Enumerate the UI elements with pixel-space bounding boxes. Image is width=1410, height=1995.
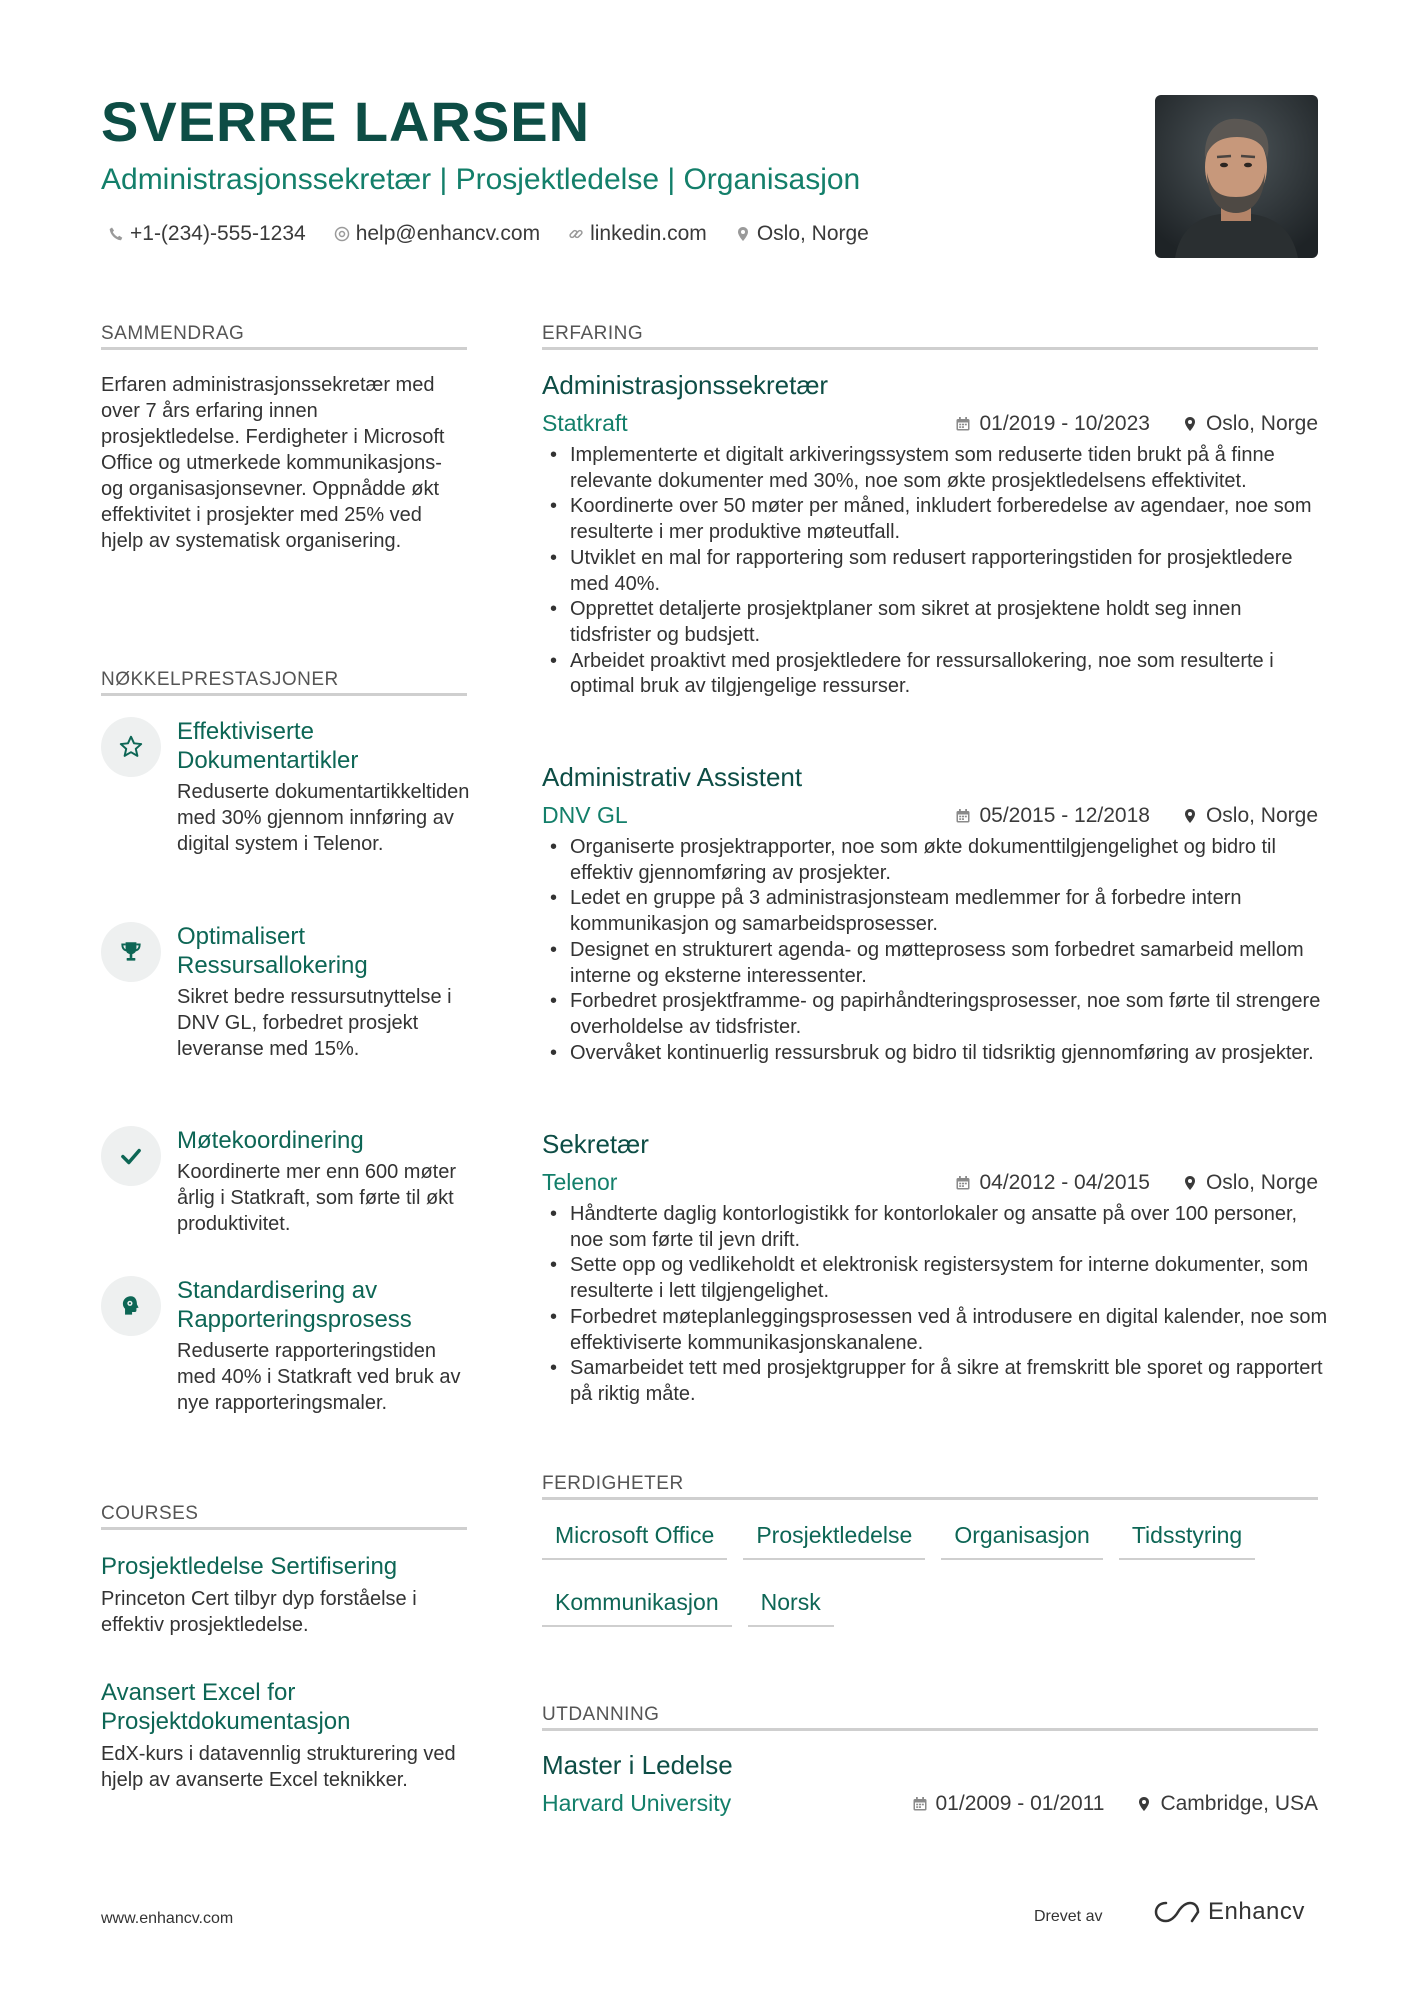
job-dates xyxy=(955,1169,1149,1197)
location-pin-icon xyxy=(1182,808,1198,824)
experience-divider xyxy=(542,347,1318,350)
experience-heading: ERFARING xyxy=(542,323,644,344)
enhancv-logo-text: Enhancv xyxy=(1208,1898,1305,1925)
job-company: DNV GL xyxy=(542,802,628,828)
job-meta xyxy=(955,410,1318,438)
summary-divider xyxy=(101,347,467,350)
course-description: EdX-kurs i datavennlig strukturering ved hjelp av avanserte Excel teknikker. xyxy=(101,1743,456,1791)
contact-linkedin[interactable] xyxy=(568,220,707,248)
contact-bar xyxy=(108,220,869,248)
education-divider xyxy=(542,1728,1318,1731)
calendar-icon xyxy=(955,808,971,824)
achievement-description: Reduserte dokumentartikkeltiden med 30% gjennom innføring av digital system i Telenor. xyxy=(177,781,470,855)
education-meta xyxy=(912,1790,1319,1818)
job-bullet: • Håndterte daglig kontorlogistikk for kontorlokaler og ansatte på over 100 personer, noe som førte til jevn drift. xyxy=(548,1202,1328,1253)
calendar-icon xyxy=(912,1796,928,1812)
job-bullet: • Koordinerte over 50 møter per måned, inkludert forberedelse av agendaer, noe som resulterte i mer produktive møteutfall. xyxy=(548,494,1328,545)
education-heading: UTDANNING xyxy=(542,1704,660,1725)
job-dates-text: 01/2019 - 10/2023 xyxy=(979,412,1150,435)
education-degree: Master i Ledelse xyxy=(542,1750,733,1780)
contact-phone[interactable] xyxy=(108,220,306,248)
check-icon xyxy=(118,1143,144,1169)
achievement-title: Optimalisert Ressursallokering xyxy=(177,923,368,979)
education-location xyxy=(1136,1790,1318,1818)
skill-tag: Norsk xyxy=(748,1582,834,1627)
job-bullet: • Designet en strukturert agenda- og møtteprosess som forbedret samarbeid mellom interne og eksterne interessenter. xyxy=(548,938,1328,989)
job-bullet: • Forbedret prosjektframme- og papirhåndteringsprosesser, noe som førte til strengere overholdelse av tidsfrister. xyxy=(548,989,1328,1040)
calendar-icon xyxy=(955,416,971,432)
courses-heading: COURSES xyxy=(101,1503,199,1524)
job-dates xyxy=(955,802,1149,830)
achievements-divider xyxy=(101,693,467,696)
job-location-text: Oslo, Norge xyxy=(1205,804,1318,827)
location-pin-icon xyxy=(1182,1175,1198,1191)
education-dates xyxy=(912,1790,1105,1818)
job-location xyxy=(1182,802,1318,830)
achievement-icon-badge xyxy=(101,1276,161,1336)
job-company: Statkraft xyxy=(542,410,628,436)
job-bullet-list xyxy=(548,1202,1328,1408)
education-school: Harvard University xyxy=(542,1790,732,1816)
job-bullet: • Overvåket kontinuerlig ressursbruk og bidro til tidsriktig gjennomføring av prosjekter. xyxy=(548,1041,1328,1067)
skill-tag: Organisasjon xyxy=(941,1515,1103,1560)
job-bullet: • Ledet en gruppe på 3 administrasjonsteam medlemmer for å forbedre intern kommunikasjon og samarbeidsprosesser. xyxy=(548,886,1328,937)
job-bullet: • Implementerte et digitalt arkiveringssystem som reduserte tiden brukt på å finne relevante dokumenter med 30%, noe som økte prosjektledelsens effektivitet. xyxy=(548,443,1328,494)
footer-powered-by: Drevet av xyxy=(1034,1908,1103,1925)
job-bullet-list xyxy=(548,835,1328,1066)
skills-divider xyxy=(542,1497,1318,1500)
candidate-headline: Administrasjonssekretær | Prosjektledelse | Organisasjon xyxy=(101,163,861,196)
job-bullet: • Utviklet en mal for rapportering som redusert rapporteringstiden for prosjektledere med 40%. xyxy=(548,546,1328,597)
candidate-name: SVERRE LARSEN xyxy=(101,90,591,153)
job-title: Administrasjonssekretær xyxy=(542,370,829,400)
skills-list xyxy=(542,1515,1332,1627)
job-dates-text: 05/2015 - 12/2018 xyxy=(979,804,1150,827)
achievement-description: Koordinerte mer enn 600 møter årlig i Statkraft, som førte til økt produktivitet. xyxy=(177,1161,457,1235)
achievement-item xyxy=(101,922,471,1092)
email-text: help@enhancv.com xyxy=(355,222,541,245)
job-title: Administrativ Assistent xyxy=(542,762,803,792)
at-icon xyxy=(334,226,350,242)
trophy-icon xyxy=(118,939,144,965)
job-location-text: Oslo, Norge xyxy=(1205,1171,1318,1194)
achievement-icon-badge xyxy=(101,922,161,982)
education-location-text: Cambridge, USA xyxy=(1160,1792,1318,1815)
job-bullet-list xyxy=(548,443,1328,700)
job-bullet: • Opprettet detaljerte prosjektplaner som sikret at prosjektene holdt seg innen tidsfrister og budsjett. xyxy=(548,597,1328,648)
star-icon xyxy=(118,734,144,760)
education-dates-text: 01/2009 - 01/2011 xyxy=(935,1792,1105,1815)
phone-text: +1-(234)-555-1234 xyxy=(130,222,306,245)
link-icon xyxy=(568,226,584,242)
contact-email[interactable] xyxy=(334,220,540,248)
calendar-icon xyxy=(955,1175,971,1191)
job-location-text: Oslo, Norge xyxy=(1205,412,1318,435)
achievement-title: Møtekoordinering xyxy=(177,1127,364,1154)
achievements-heading: NØKKELPRESTASJONER xyxy=(101,669,339,690)
skills-heading: FERDIGHETER xyxy=(542,1473,684,1494)
achievement-description: Reduserte rapporteringstiden med 40% i Statkraft ved bruk av nye rapporteringsmaler. xyxy=(177,1340,461,1414)
enhancv-logo[interactable] xyxy=(1154,1898,1305,1926)
achievement-item xyxy=(101,1276,471,1456)
course-title: Avansert Excel for Prosjektdokumentasjon xyxy=(101,1679,351,1735)
location-pin-icon xyxy=(1182,416,1198,432)
achievement-icon-badge xyxy=(101,717,161,777)
contact-location xyxy=(735,220,869,248)
course-title: Prosjektledelse Sertifisering xyxy=(101,1553,398,1580)
summary-text: Erfaren administrasjonssekretær med over 7 års erfaring innen prosjektledelse. Ferdigheter i Microsoft Office og utmerkede kommunikasjons- og organisasjonsevner. Oppnådde økt effektivitet i prosjekter med 25% ved hjelp av systematisk organisering. xyxy=(101,374,445,552)
achievement-item xyxy=(101,717,471,897)
job-location xyxy=(1182,1169,1318,1197)
achievement-icon-badge xyxy=(101,1126,161,1186)
course-description: Princeton Cert tilbyr dyp forståelse i effektiv prosjektledelse. xyxy=(101,1588,417,1636)
brain-icon xyxy=(118,1293,144,1319)
job-bullet: • Arbeidet proaktivt med prosjektledere for ressursallokering, noe som resulterte i optimal bruk av tilgjengelige ressurser. xyxy=(548,649,1328,700)
job-bullet: • Organiserte prosjektrapporter, noe som økte dokumenttilgjengelighet og bidro til effektiv gjennomføring av prosjekter. xyxy=(548,835,1328,886)
location-pin-icon xyxy=(735,226,751,242)
job-title: Sekretær xyxy=(542,1129,649,1159)
job-location xyxy=(1182,410,1318,438)
job-meta xyxy=(955,802,1318,830)
job-bullet: • Samarbeidet tett med prosjektgrupper for å sikre at fremskritt ble sporet og rapportert på riktig måte. xyxy=(548,1356,1328,1407)
location-pin-icon xyxy=(1136,1796,1152,1812)
skill-tag: Prosjektledelse xyxy=(743,1515,925,1560)
achievement-description: Sikret bedre ressursutnyttelse i DNV GL, forbedret prosjekt leveranse med 15%. xyxy=(177,986,452,1060)
skill-tag: Microsoft Office xyxy=(542,1515,727,1560)
achievement-item xyxy=(101,1126,471,1246)
courses-divider xyxy=(101,1527,467,1530)
location-text: Oslo, Norge xyxy=(756,222,869,245)
footer-website-link[interactable]: www.enhancv.com xyxy=(101,1910,234,1927)
summary-heading: SAMMENDRAG xyxy=(101,323,245,344)
job-bullet: • Forbedret møteplanleggingsprosessen ved å introdusere en digital kalender, noe som effektiviserte kommunikasjonskanalene. xyxy=(548,1305,1328,1356)
phone-icon xyxy=(108,226,124,242)
achievement-title: Standardisering av Rapporteringsprosess xyxy=(177,1277,412,1333)
job-company: Telenor xyxy=(542,1169,618,1195)
linkedin-text: linkedin.com xyxy=(590,222,707,245)
profile-photo xyxy=(1155,95,1318,258)
job-bullet: • Sette opp og vedlikeholdt et elektronisk registersystem for interne dokumenter, som resulterte i lett tilgjengelighet. xyxy=(548,1253,1328,1304)
portrait-image xyxy=(1155,95,1318,258)
job-dates-text: 04/2012 - 04/2015 xyxy=(979,1171,1150,1194)
achievement-title: Effektiviserte Dokumentartikler xyxy=(177,718,359,774)
job-meta xyxy=(955,1169,1318,1197)
skill-tag: Tidsstyring xyxy=(1119,1515,1255,1560)
job-dates xyxy=(955,410,1149,438)
skill-tag: Kommunikasjon xyxy=(542,1582,732,1627)
enhancv-logo-mark-icon xyxy=(1154,1899,1200,1925)
